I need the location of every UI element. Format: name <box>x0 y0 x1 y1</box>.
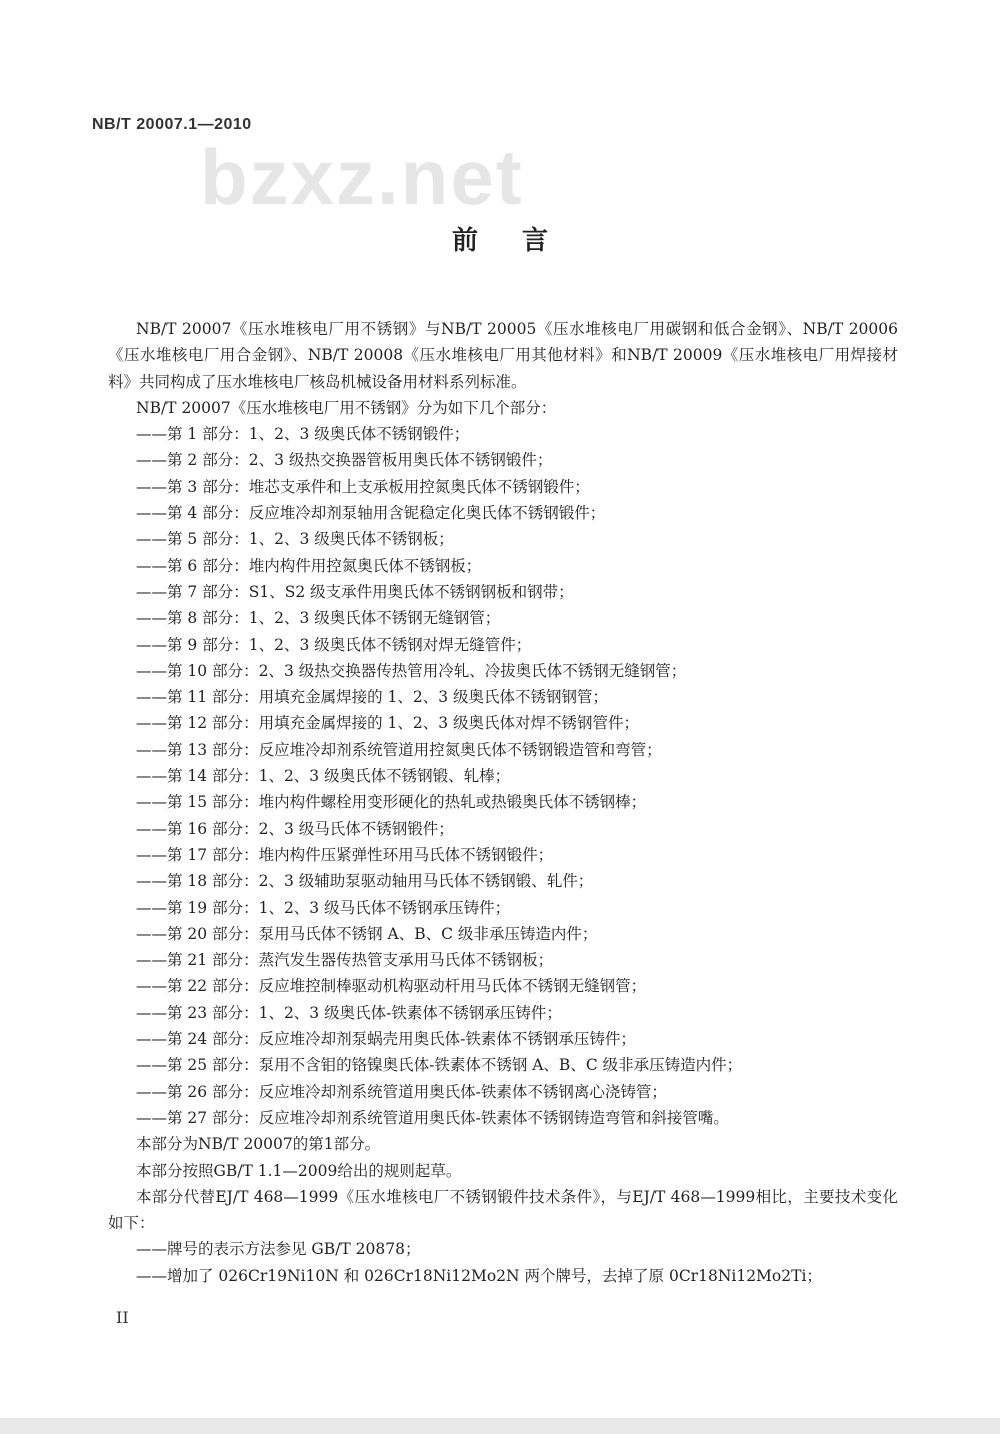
list-item: ——第 24 部分：反应堆冷却剂泵蜗壳用奥氏体-铁素体不锈钢承压铸件； <box>136 1030 636 1049</box>
list-item: ——第 1 部分：1、2、3 级奥氏体不锈钢锻件； <box>136 425 470 444</box>
list-item: ——第 25 部分：泵用不含钼的铬镍奥氏体-铁素体不锈钢 A、B、C 级非承压铸造内件； <box>136 1056 743 1075</box>
list-item: ——第 7 部分：S1、S2 级支承件用奥氏体不锈钢钢板和钢带； <box>136 582 574 601</box>
list-item: ——第 4 部分：反应堆冷却剂泵轴用含铌稳定化奥氏体不锈钢锻件； <box>136 504 606 523</box>
list-item: ——第 20 部分：泵用马氏体不锈钢 A、B、C 级非承压铸造内件； <box>136 924 598 943</box>
list-item: ——第 21 部分：蒸汽发生器传热管支承用马氏体不锈钢板； <box>136 951 554 970</box>
list-item: ——第 16 部分：2、3 级马氏体不锈钢锻件； <box>136 819 454 838</box>
list-item: ——第 18 部分：2、3 级辅助泵驱动轴用马氏体不锈钢锻、轧件； <box>136 872 594 891</box>
list-item: ——第 3 部分：堆芯支承件和上支承板用控氮奥氏体不锈钢锻件； <box>136 477 590 496</box>
page-title: 前言 <box>451 226 592 256</box>
list-item: ——第 8 部分：1、2、3 级奥氏体不锈钢无缝钢管； <box>136 609 501 628</box>
list-item: ——第 10 部分：2、3 级热交换器传热管用冷轧、冷拔奥氏体不锈钢无缝钢管； <box>136 661 687 680</box>
list-item: ——第 12 部分：用填充金属焊接的 1、2、3 级奥氏体对焊不锈钢管件； <box>136 714 640 733</box>
intro-paragraph: NB/T 20007《压水堆核电厂用不锈钢》与NB/T 20005《压水堆核电厂用碳钢和低合金钢》、NB/T 20006《压水堆核电厂用合金钢》、NB/T 20008《压水堆核电厂用其他材料》和NB/T 20009《压水堆核电厂用焊接材料》共同构成了压水堆核电厂核岛机械设备用材料系列标准。 <box>108 320 898 391</box>
list-item: ——第 13 部分：反应堆冷却剂系统管道用控氮奥氏体不锈钢锻造管和弯管； <box>136 740 662 759</box>
list-item: ——增加了 026Cr19Ni10N 和 026Cr18Ni12Mo2N 两个牌号，去掉了原 0Cr18Ni12Mo2Ti； <box>136 1266 822 1285</box>
page-number: II <box>116 1308 129 1327</box>
parts-list <box>108 421 898 1131</box>
list-item: ——第 19 部分：1、2、3 级马氏体不锈钢承压铸件； <box>136 898 511 917</box>
list-item: ——第 2 部分：2、3 级热交换器管板用奥氏体不锈钢锻件； <box>136 451 553 470</box>
body-paragraph: 本部分代替EJ/T 468—1999《压水堆核电厂不锈钢锻件技术条件》，与EJ/T 468—1999相比，主要技术变化如下： <box>108 1187 898 1233</box>
list-item: ——第 27 部分：反应堆冷却剂系统管道用奥氏体-铁素体不锈钢铸造弯管和斜接管嘴。 <box>136 1108 729 1127</box>
list-item: ——第 17 部分：堆内构件压紧弹性环用马氏体不锈钢锻件； <box>136 845 554 864</box>
list-item: ——第 23 部分：1、2、3 级奥氏体-铁素体不锈钢承压铸件； <box>136 1003 562 1022</box>
standard-code: NB/T 20007.1—2010 <box>92 116 252 133</box>
list-item: ——第 11 部分：用填充金属焊接的 1、2、3 级奥氏体不锈钢钢管； <box>136 688 609 707</box>
viewer-bottom-bar <box>0 1418 1000 1434</box>
foreword-body <box>108 316 898 1289</box>
changes-list <box>108 1236 898 1289</box>
list-item: ——第 14 部分：1、2、3 级奥氏体不锈钢锻、轧棒； <box>136 767 511 786</box>
list-item: ——第 22 部分：反应堆控制棒驱动机构驱动杆用马氏体不锈钢无缝钢管； <box>136 977 647 996</box>
list-item: ——第 15 部分：堆内构件螺栓用变形硬化的热轧或热锻奥氏体不锈钢棒； <box>136 793 647 812</box>
list-item: ——第 9 部分：1、2、3 级奥氏体不锈钢对焊无缝管件； <box>136 635 532 654</box>
list-item: ——第 26 部分：反应堆冷却剂系统管道用奥氏体-铁素体不锈钢离心浇铸管； <box>136 1082 667 1101</box>
body-paragraph: 本部分为NB/T 20007的第1部分。 <box>136 1135 381 1154</box>
body-paragraph: 本部分按照GB/T 1.1—2009给出的规则起草。 <box>136 1161 462 1180</box>
list-item: ——第 5 部分：1、2、3 级奥氏体不锈钢板； <box>136 530 454 549</box>
intro-paragraph: NB/T 20007《压水堆核电厂用不锈钢》分为如下几个部分： <box>136 398 557 417</box>
list-item: ——牌号的表示方法参见 GB/T 20878； <box>136 1240 421 1259</box>
list-item: ——第 6 部分：堆内构件用控氮奥氏体不锈钢板； <box>136 556 482 575</box>
watermark: bzxz.net <box>200 133 524 221</box>
